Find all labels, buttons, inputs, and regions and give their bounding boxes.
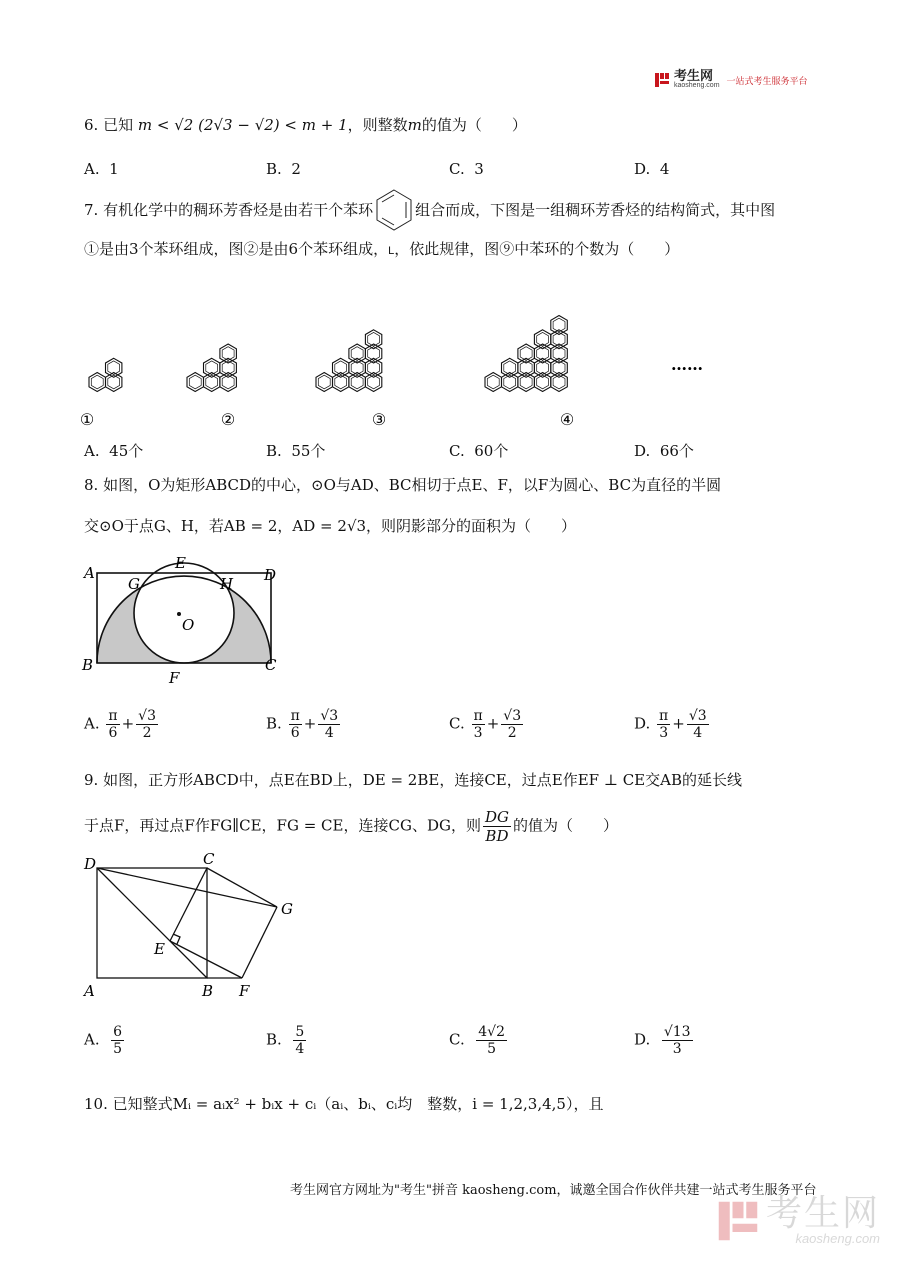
question-7-line1 bbox=[84, 199, 775, 222]
q9-segment-ef bbox=[170, 941, 242, 978]
q9-label-f: F bbox=[239, 982, 250, 1000]
q6-option-b[interactable]: B. 2 bbox=[266, 160, 301, 178]
q9-ratio-den: BD bbox=[485, 827, 509, 845]
question-9-line2 bbox=[84, 808, 618, 845]
q9-line2a: 于点F，再过点F作FG∥CE，FG = CE，连接CG、DG，则 bbox=[84, 816, 481, 835]
q8-center-dot bbox=[177, 612, 181, 616]
header-logo bbox=[654, 70, 808, 90]
q9-number: 9. bbox=[84, 771, 99, 789]
q8-option-d[interactable]: D. $\frac{\pi}{3}$ + $\frac{√3}{4}$ bbox=[634, 708, 707, 741]
q10-text: 已知整式Mᵢ = aᵢx² + bᵢx + cᵢ（aᵢ、bᵢ、cᵢ均 整数，i = 1,2,3,4,5），且 bbox=[112, 1095, 604, 1113]
q8-label-d: D bbox=[264, 566, 277, 584]
q8-label-h: H bbox=[220, 575, 234, 593]
q8-label-c: C bbox=[265, 656, 277, 674]
q7-line1b: 组合而成，下图是一组稠环芳香烃的结构简式，其中图 bbox=[415, 201, 776, 219]
q8-label-b: B bbox=[82, 656, 94, 674]
q7-fig-label-2: ② bbox=[220, 410, 236, 429]
q7-option-d[interactable]: D. 66个 bbox=[634, 442, 694, 460]
q9-label-c: C bbox=[203, 850, 215, 868]
logo-domain: kaosheng.com bbox=[674, 82, 720, 89]
q9-ratio-num: DG bbox=[484, 808, 509, 826]
q8-label-f: F bbox=[169, 669, 180, 687]
q6-option-a[interactable]: A. 1 bbox=[84, 160, 119, 178]
q9-segment-dg bbox=[97, 868, 277, 907]
q9-label-e: E bbox=[154, 940, 165, 958]
logo-mark-icon bbox=[654, 72, 670, 88]
q8-line1: 如图，O为矩形ABCD的中心，⊙O与AD、BC相切于点E、F，以F为圆心、BC为直径的半圆 bbox=[103, 476, 722, 494]
logo-name: 考生网 bbox=[674, 68, 714, 83]
q8-option-a[interactable]: A. $\frac{\pi}{6}$ + $\frac{√3}{2}$ bbox=[84, 708, 156, 741]
q7-fig-label-3: ③ bbox=[371, 410, 387, 429]
q8-option-b[interactable]: B. $\frac{\pi}{6}$ + $\frac{√3}{4}$ bbox=[266, 708, 339, 741]
q8-number: 8. bbox=[84, 476, 99, 494]
q7-number: 7. bbox=[84, 201, 99, 219]
question-7-line2 bbox=[84, 238, 679, 262]
question-9-line1 bbox=[84, 769, 742, 791]
q8-label-a: A bbox=[84, 564, 95, 582]
logo-slogan: 一站式考生服务平台 bbox=[726, 76, 808, 87]
watermark-logo-icon bbox=[716, 1199, 760, 1243]
question-8-line2 bbox=[84, 515, 576, 537]
question-10-stem bbox=[84, 1093, 603, 1115]
q6-var: m bbox=[407, 116, 422, 134]
q9-label-d: D bbox=[84, 855, 97, 873]
q9-segment-cg bbox=[207, 868, 277, 907]
q6-end: 的值为（ ） bbox=[421, 116, 527, 134]
q8-line2: 交⊙O于点G、H，若AB = 2，AD = 2√3，则阴影部分的面积为（ ） bbox=[84, 517, 577, 535]
q6-number: 6. bbox=[84, 116, 99, 134]
q7-fig-label-4: ④ bbox=[559, 410, 575, 429]
q6-tail: ，则整数 bbox=[347, 116, 408, 134]
q9-label-a: A bbox=[84, 982, 95, 1000]
q7-line1a: 有机化学中的稠环芳香烃是由若干个苯环 bbox=[103, 201, 374, 219]
q6-option-c[interactable]: C. 3 bbox=[449, 160, 484, 178]
q7-line2: ①是由3个苯环组成，图②是由6个苯环组成， bbox=[84, 240, 389, 258]
footer-text: 考生网官方网址为"考生"拼音 kaosheng.com，诚邀全国合作伙伴共建一站式考生服务平台 bbox=[290, 1183, 817, 1198]
q9-figure bbox=[78, 848, 308, 1003]
q9-segment-ce bbox=[170, 868, 207, 941]
q8-label-e: E bbox=[175, 554, 186, 572]
benzene-ring-fig4-r0-c0-inner bbox=[487, 375, 499, 389]
q10-number: 10. bbox=[84, 1095, 108, 1113]
q6-expression: m < √2 (2√3 − √2) < m + 1 bbox=[137, 116, 348, 134]
q9-option-a[interactable]: A. $\frac{6}{5}$ bbox=[84, 1024, 123, 1057]
q6-lead: 已知 bbox=[103, 116, 134, 134]
q7-ellipsis: …… bbox=[671, 355, 703, 374]
watermark-name: 考生网 bbox=[766, 1193, 881, 1234]
q8-option-c[interactable]: C. $\frac{\pi}{3}$ + $\frac{√3}{2}$ bbox=[449, 708, 522, 741]
benzene-ring-fig2-r0-c0-inner bbox=[189, 375, 201, 389]
watermark bbox=[716, 1193, 881, 1246]
q7-option-b[interactable]: B. 55个 bbox=[266, 442, 326, 460]
q9-option-b[interactable]: B. $\frac{5}{4}$ bbox=[266, 1024, 305, 1057]
q9-label-g: G bbox=[281, 900, 293, 918]
q9-option-c[interactable]: C. $\frac{4√2}{5}$ bbox=[449, 1024, 506, 1057]
q7-line2-mark: L bbox=[388, 245, 395, 257]
q9-line1: 如图，正方形ABCD中，点E在BD上，DE = 2BE，连接CE，过点E作EF ⊥ CE交AB的延长线 bbox=[103, 771, 742, 789]
benzene-ring-fig1-r0-c0-inner bbox=[91, 375, 103, 389]
question-6-stem bbox=[84, 114, 527, 136]
q9-line2b: 的值为（ ） bbox=[512, 816, 618, 835]
watermark-domain: kaosheng.com bbox=[795, 1231, 881, 1246]
q8-label-g: G bbox=[128, 575, 140, 593]
q9-label-b: B bbox=[202, 982, 214, 1000]
q7-figure bbox=[70, 285, 730, 435]
q7-option-a[interactable]: A. 45个 bbox=[84, 442, 144, 460]
q8-figure bbox=[78, 553, 298, 688]
q8-label-o: O bbox=[182, 616, 195, 634]
q9-segment-fg bbox=[242, 907, 277, 978]
benzene-ring-icon bbox=[373, 200, 415, 222]
q9-option-d[interactable]: D. $\frac{√13}{3}$ bbox=[634, 1024, 691, 1057]
q7-fig-label-1: ① bbox=[79, 410, 95, 429]
question-8-line1 bbox=[84, 474, 721, 496]
q9-diagonal-db bbox=[97, 868, 207, 978]
q7-option-c[interactable]: C. 60个 bbox=[449, 442, 509, 460]
q6-option-d[interactable]: D. 4 bbox=[634, 160, 670, 178]
benzene-ring-fig3-r0-c0-inner bbox=[318, 375, 330, 389]
q7-line2b: ，依此规律，图⑨中苯环的个数为（ ） bbox=[394, 240, 680, 258]
